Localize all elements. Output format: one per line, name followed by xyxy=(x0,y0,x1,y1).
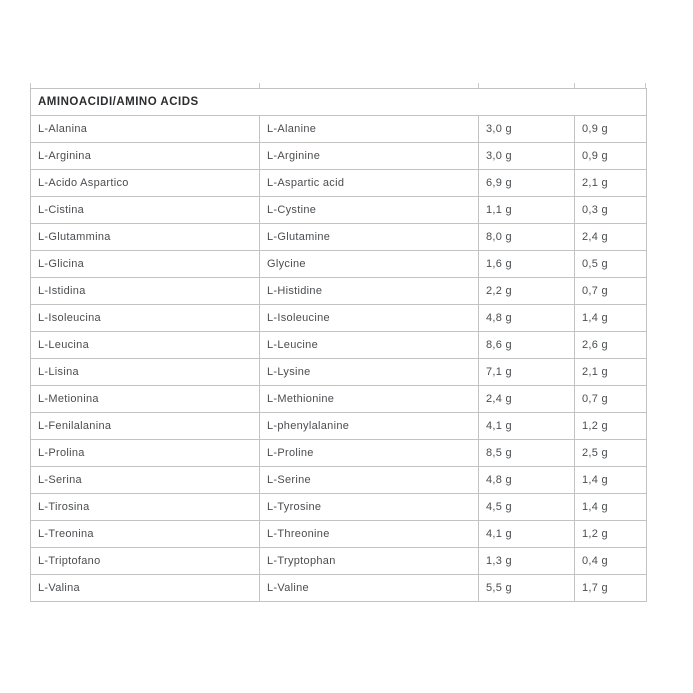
amount-1: 1,3 g xyxy=(479,548,575,575)
table-row xyxy=(31,143,647,170)
amount-1: 3,0 g xyxy=(479,116,575,143)
amount-1: 4,8 g xyxy=(479,467,575,494)
amount-1: 2,4 g xyxy=(479,386,575,413)
table-row xyxy=(31,494,647,521)
amount-2: 1,4 g xyxy=(575,494,647,521)
amount-2: 0,9 g xyxy=(575,116,647,143)
amino-name-it: L-Fenilalanina xyxy=(31,413,260,440)
amino-name-it: L-Metionina xyxy=(31,386,260,413)
table-title: AMINOACIDI/AMINO ACIDS xyxy=(31,89,647,116)
amount-2: 0,7 g xyxy=(575,278,647,305)
amino-name-it: L-Triptofano xyxy=(31,548,260,575)
amount-2: 1,7 g xyxy=(575,575,647,602)
amount-1: 1,6 g xyxy=(479,251,575,278)
amino-name-it: L-Arginina xyxy=(31,143,260,170)
amount-2: 2,4 g xyxy=(575,224,647,251)
amino-name-it: L-Cistina xyxy=(31,197,260,224)
amino-name-it: L-Valina xyxy=(31,575,260,602)
amino-name-it: L-Glicina xyxy=(31,251,260,278)
amount-1: 7,1 g xyxy=(479,359,575,386)
amino-name-it: L-Isoleucina xyxy=(31,305,260,332)
table-header-row xyxy=(31,89,647,116)
table-row xyxy=(31,386,647,413)
amino-name-it: L-Prolina xyxy=(31,440,260,467)
amino-name-en: L-Threonine xyxy=(260,521,479,548)
amount-2: 1,2 g xyxy=(575,521,647,548)
table-row xyxy=(31,440,647,467)
amino-name-en: L-Cystine xyxy=(260,197,479,224)
amino-name-en: L-Methionine xyxy=(260,386,479,413)
amino-name-it: L-Serina xyxy=(31,467,260,494)
amino-name-en: L-Aspartic acid xyxy=(260,170,479,197)
amino-name-en: L-Valine xyxy=(260,575,479,602)
amino-name-it: L-Istidina xyxy=(31,278,260,305)
amino-name-it: L-Treonina xyxy=(31,521,260,548)
amount-2: 1,2 g xyxy=(575,413,647,440)
amount-1: 4,1 g xyxy=(479,413,575,440)
amount-1: 4,8 g xyxy=(479,305,575,332)
amount-2: 0,9 g xyxy=(575,143,647,170)
amino-name-it: L-Acido Aspartico xyxy=(31,170,260,197)
amino-name-it: L-Leucina xyxy=(31,332,260,359)
table-row xyxy=(31,305,647,332)
amino-name-en: L-phenylalanine xyxy=(260,413,479,440)
amino-name-it: L-Glutammina xyxy=(31,224,260,251)
amino-name-it: L-Lisina xyxy=(31,359,260,386)
table-row xyxy=(31,116,647,143)
amino-name-it: L-Tirosina xyxy=(31,494,260,521)
amount-1: 3,0 g xyxy=(479,143,575,170)
amino-name-en: L-Leucine xyxy=(260,332,479,359)
table-row xyxy=(31,278,647,305)
amino-name-en: L-Tyrosine xyxy=(260,494,479,521)
amount-2: 2,6 g xyxy=(575,332,647,359)
amount-1: 1,1 g xyxy=(479,197,575,224)
amount-2: 0,4 g xyxy=(575,548,647,575)
amount-1: 5,5 g xyxy=(479,575,575,602)
table-row xyxy=(31,548,647,575)
amount-2: 0,7 g xyxy=(575,386,647,413)
amount-1: 4,1 g xyxy=(479,521,575,548)
amino-name-en: L-Arginine xyxy=(260,143,479,170)
table-row xyxy=(31,197,647,224)
table-row xyxy=(31,224,647,251)
table-row xyxy=(31,521,647,548)
amino-name-en: L-Proline xyxy=(260,440,479,467)
amount-1: 8,6 g xyxy=(479,332,575,359)
table-row xyxy=(31,251,647,278)
table-row xyxy=(31,359,647,386)
amino-acids-table xyxy=(30,88,647,602)
amino-name-it: L-Alanina xyxy=(31,116,260,143)
amino-name-en: L-Tryptophan xyxy=(260,548,479,575)
amount-2: 2,1 g xyxy=(575,359,647,386)
amount-1: 8,0 g xyxy=(479,224,575,251)
amount-1: 4,5 g xyxy=(479,494,575,521)
table-row xyxy=(31,170,647,197)
amount-2: 2,5 g xyxy=(575,440,647,467)
amount-2: 2,1 g xyxy=(575,170,647,197)
amount-1: 6,9 g xyxy=(479,170,575,197)
table-row xyxy=(31,467,647,494)
amino-name-en: Glycine xyxy=(260,251,479,278)
amount-2: 0,5 g xyxy=(575,251,647,278)
amount-2: 1,4 g xyxy=(575,305,647,332)
amino-name-en: L-Glutamine xyxy=(260,224,479,251)
amino-name-en: L-Lysine xyxy=(260,359,479,386)
table-row xyxy=(31,575,647,602)
amount-2: 0,3 g xyxy=(575,197,647,224)
amino-name-en: L-Histidine xyxy=(260,278,479,305)
table-row xyxy=(31,413,647,440)
amino-name-en: L-Isoleucine xyxy=(260,305,479,332)
amino-name-en: L-Serine xyxy=(260,467,479,494)
amount-1: 8,5 g xyxy=(479,440,575,467)
amount-1: 2,2 g xyxy=(479,278,575,305)
amino-name-en: L-Alanine xyxy=(260,116,479,143)
amount-2: 1,4 g xyxy=(575,467,647,494)
amino-table-body xyxy=(31,116,647,602)
table-row xyxy=(31,332,647,359)
